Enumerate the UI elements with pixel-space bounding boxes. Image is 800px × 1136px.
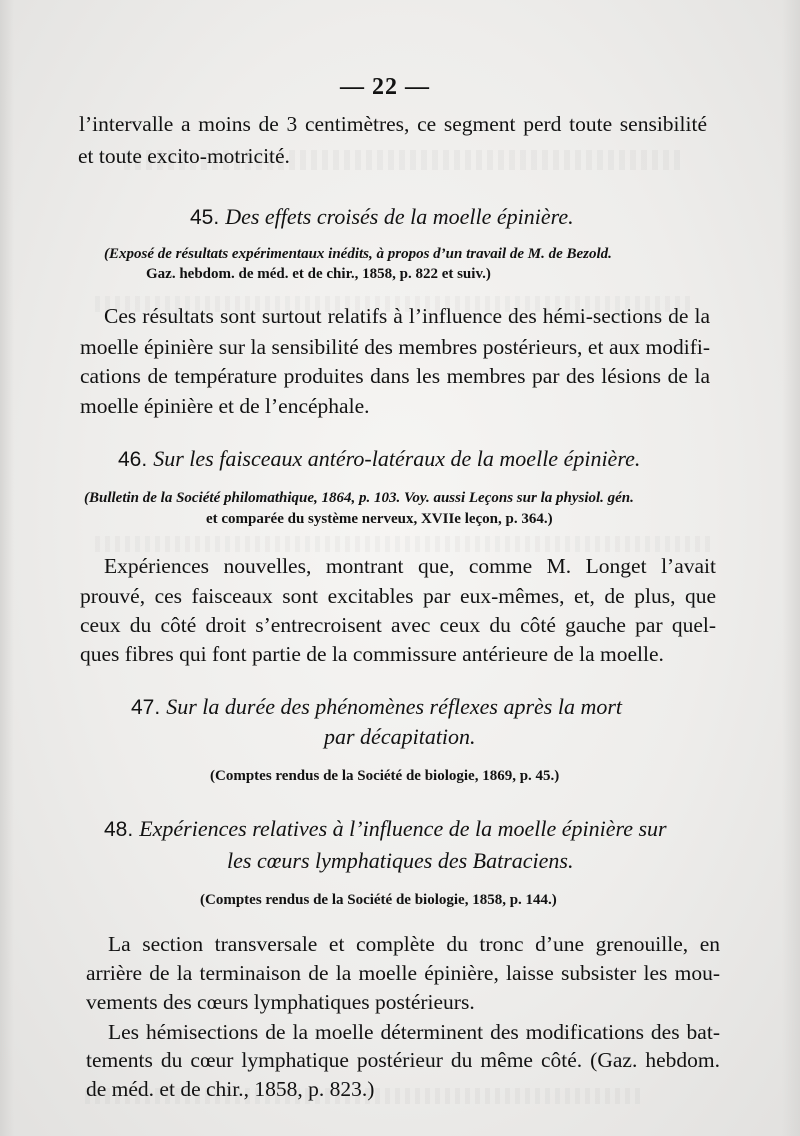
section-number: 46. [118,448,148,471]
section-title: Des effets croisés de la moelle épinière. [225,204,574,229]
section-title: Sur les faisceaux antéro-latéraux de la moelle épinière. [153,446,641,471]
section-heading-46 [118,446,640,472]
reference-line: (Exposé de résultats expérimentaux inédits, à propos d’un travail de M. de Bezold. [104,246,612,262]
section-title: Sur la durée des phénomènes réflexes après la mort [166,694,623,719]
body-text-line: ques fibres qui font partie de la commissure antérieure de la moelle. [80,642,664,666]
body-text-line: Expériences nouvelles, montrant que, comme M. Longet l’avait [104,554,716,578]
body-text-line: cations de température produites dans les membres par des lésions de la [80,364,710,388]
body-text-line: Les hémisections de la moelle déterminent des modifications des bat- [108,1020,720,1044]
reference-line: et comparée du système nerveux, XVIIe leçon, p. 364.) [206,511,553,527]
page-edge-shadow [0,0,14,1136]
reference-line: (Bulletin de la Société philomathique, 1864, p. 103. Voy. aussi Leçons sur la physiol. gén. [84,490,634,506]
body-text-line: tements du cœur lymphatique postérieur du même côté. (Gaz. hebdom. [86,1048,720,1072]
body-text-line: Ces résultats sont surtout relatifs à l’influence des hémi-sections de la [104,304,710,328]
show-through-texture [90,536,710,552]
body-text-line: de méd. et de chir., 1858, p. 823.) [86,1077,375,1101]
reference-line: (Comptes rendus de la Société de biologie, 1858, p. 144.) [200,892,557,908]
reference-line: Gaz. hebdom. de méd. et de chir., 1858, p. 822 et suiv.) [146,266,491,282]
body-text-line: La section transversale et complète du tronc d’une grenouille, en [108,932,720,956]
body-text-line: arrière de la terminaison de la moelle épinière, laisse subsister les mou- [86,961,720,985]
section-title-continued: les cœurs lymphatiques des Batraciens. [227,848,574,873]
section-heading-47 [131,694,622,720]
section-number: 45. [190,206,220,229]
reference-line: (Comptes rendus de la Société de biologie, 1869, p. 45.) [210,768,560,784]
body-text-line: ceux du côté droit s’entrecroisent avec ceux du côté gauche par quel- [80,613,716,637]
body-text-line: l’intervalle a moins de 3 centimètres, ce segment perd toute sensibilité [79,112,707,136]
body-text-line: prouvé, ces faisceaux sont excitables par eux-mêmes, et, de plus, que [80,584,716,608]
section-title-continued: par décapitation. [324,724,476,749]
body-text-line: moelle épinière sur la sensibilité des membres postérieurs, et aux modifi- [80,335,710,359]
section-heading-48 [104,816,667,842]
section-number: 47. [131,696,161,719]
body-text-line: et toute excito-motricité. [78,144,290,168]
body-text-line: vements des cœurs lymphatiques postérieurs. [86,990,475,1014]
section-heading-45 [190,204,574,230]
body-text-line: moelle épinière et de l’encéphale. [80,394,370,418]
section-number: 48. [104,818,134,841]
section-title: Expériences relatives à l’influence de la moelle épinière sur [139,816,667,841]
page-edge-shadow [782,0,800,1136]
page-number: — 22 — [340,74,430,100]
